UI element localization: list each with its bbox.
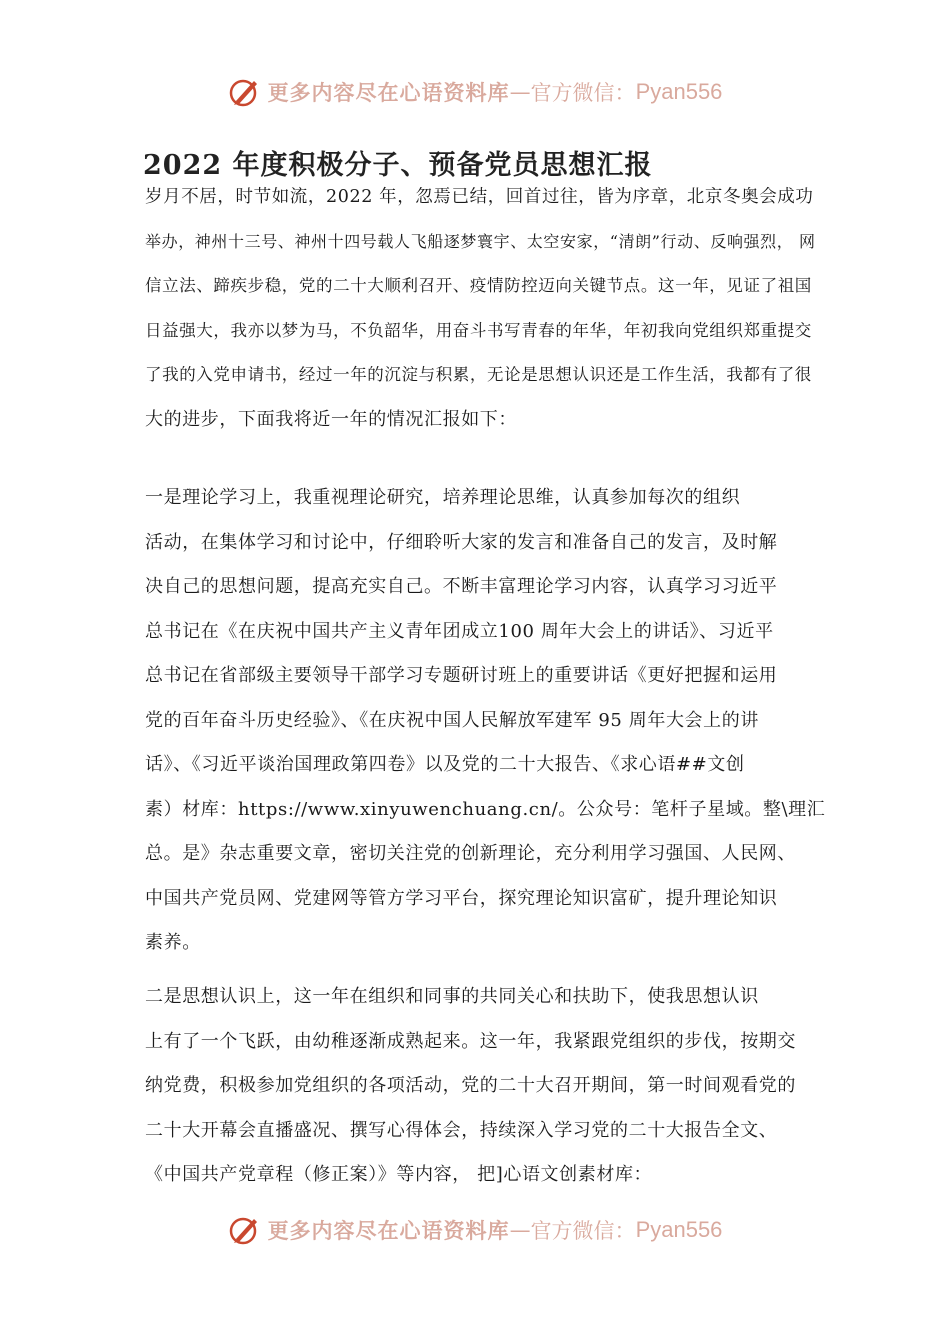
banner-wechat-id: Pyan556	[635, 1217, 723, 1242]
paragraph-ideological-understanding	[145, 975, 825, 1198]
text-line: 信立法、蹄疾步稳，党的二十大顺利召开、疫情防控迈向关键节点。这一年，见证了祖国	[145, 276, 812, 295]
text-line: 岁月不居，时节如流，2022 年，忽焉已结，回首过往，皆为序章，北京冬奥会成功	[145, 187, 814, 207]
text-line: 纳党费，积极参加党组织的各项活动，党的二十大召开期间，第一时间观看党的	[145, 1075, 796, 1096]
document-title: 2022 年度积极分子、预备党员思想汇报	[143, 150, 653, 181]
banner-separator: —	[509, 80, 531, 104]
banner-text: 更多内容尽在心语资料库	[267, 81, 510, 105]
banner-separator: —	[509, 1218, 531, 1242]
text-line: 总。是》杂志重要文章，密切关注党的创新理论，充分利用学习强国、人民网、	[145, 843, 796, 864]
text-line: 决自己的思想问题，提高充实自己。不断丰富理论学习内容，认真学习习近平	[145, 576, 778, 597]
header-banner	[0, 72, 950, 112]
text-line: 了我的入党申请书，经过一年的沉淀与积累，无论是思想认识还是工作生活，我都有了很	[145, 365, 812, 384]
banner-wechat-label: 官方微信：	[530, 81, 636, 105]
text-line: 话》、《习近平谈治国理政第四卷》以及党的二十大报告、《求心语##文创	[145, 754, 745, 775]
text-line: 上有了一个飞跃，由幼稚逐渐成熟起来。这一年，我紧跟党组织的步伐，按期交	[145, 1030, 796, 1052]
pen-logo-icon	[228, 75, 262, 109]
text-line: 中国共产党员网、党建网等管方学习平台，探究理论知识富矿，提升理论知识	[145, 887, 778, 909]
text-line: 素养。	[145, 932, 201, 953]
text-line: 《中国共产党章程（修正案）》等内容， 把]心语文创素材库：	[145, 1164, 653, 1185]
text-line: 活动，在集体学习和讨论中，仔细聆听大家的发言和准备自己的发言，及时解	[145, 531, 778, 553]
pen-logo-icon	[228, 1213, 262, 1247]
banner-wechat-id: Pyan556	[635, 79, 723, 104]
text-line: 素）材库：https://www.xinyuwenchuang.cn/。公众号：笔杆子星域。整\理汇	[145, 798, 826, 820]
text-line: 举办，神州十三号、神州十四号载人飞船逐梦寰宇、太空安家，“清朗”行动、反响强烈， 网	[145, 231, 816, 251]
banner-wechat-label: 官方微信：	[530, 1219, 636, 1243]
text-line: 总书记在省部级主要领导干部学习专题研讨班上的重要讲话《更好把握和运用	[145, 665, 778, 686]
text-line: 党的百年奋斗历史经验》、《在庆祝中国人民解放军建军 95 周年大会上的讲	[145, 709, 759, 731]
text-line: 总书记在《在庆祝中国共产主义青年团成立100 周年大会上的讲话》、习近平	[145, 620, 774, 642]
text-line: 日益强大，我亦以梦为马，不负韶华，用奋斗书写青春的年华，年初我向党组织郑重提交	[145, 320, 812, 340]
footer-banner	[0, 1210, 950, 1250]
paragraph-theory-study	[145, 476, 825, 966]
text-line: 大的进步，下面我将近一年的情况汇报如下：	[145, 408, 517, 430]
text-line: 二十大开幕会直播盛况、撰写心得体会，持续深入学习党的二十大报告全文、	[145, 1119, 778, 1141]
banner-text: 更多内容尽在心语资料库	[267, 1219, 510, 1243]
paragraph-intro	[145, 175, 825, 442]
text-line: 一是理论学习上，我重视理论研究，培养理论思维，认真参加每次的组织	[145, 487, 741, 508]
text-line: 二是思想认识上，这一年在组织和同事的共同关心和扶助下，使我思想认识	[145, 986, 759, 1007]
